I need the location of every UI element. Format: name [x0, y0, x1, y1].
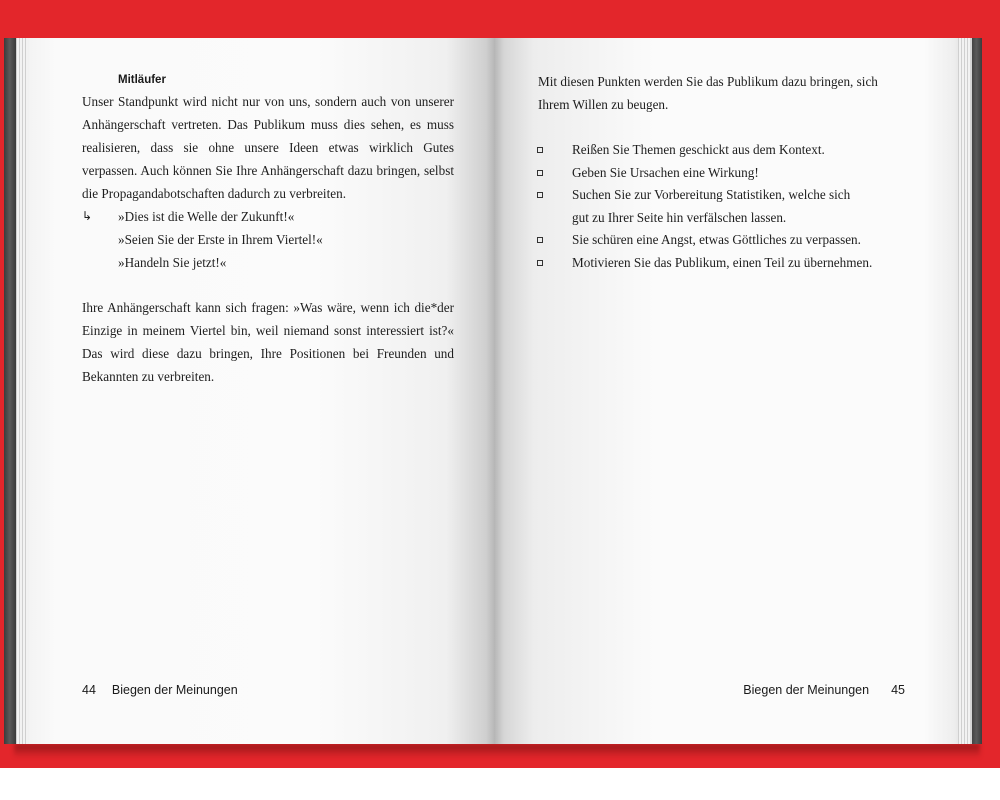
- checkbox-square-icon: [537, 170, 543, 176]
- left-page-footer: [82, 683, 238, 697]
- left-page-edges: [16, 38, 28, 744]
- checkbox-square-icon: [537, 192, 543, 198]
- bullet-item: [536, 162, 916, 185]
- right-paragraph: Mit diesen Punkten werden Sie das Publikum dazu bringen, sich Ihrem Willen zu beugen.: [538, 74, 878, 112]
- checkbox-square-icon: [537, 147, 543, 153]
- page-number: 45: [891, 683, 905, 697]
- right-page-footer: [743, 683, 905, 697]
- bullet-text: Sie schüren eine Angst, etwas Göttliches zu verpassen.: [572, 232, 861, 247]
- book-shadow: [14, 744, 980, 758]
- arrow-icon: ↳: [82, 209, 93, 223]
- bullet-text: Motivieren Sie das Publikum, einen Teil zu übernehmen.: [572, 254, 873, 270]
- running-title: Biegen der Meinungen: [743, 683, 870, 697]
- bullet-item: [536, 139, 916, 162]
- right-page-edges: [958, 38, 970, 744]
- checkbox-square-icon: [537, 260, 543, 266]
- bullet-text: Reißen Sie Themen geschickt aus dem Kontext.: [572, 142, 825, 157]
- bullet-item: [536, 252, 916, 275]
- bullet-text: Suchen Sie zur Vorbereitung Statistiken, welche sich gut zu Ihrer Seite hin verfälschen lassen.: [572, 187, 851, 225]
- running-title: Biegen der Meinungen: [111, 683, 238, 697]
- quote-item: [82, 205, 462, 228]
- section-heading: Mitläufer: [118, 74, 166, 86]
- bullet-text: Geben Sie Ursachen eine Wirkung!: [572, 164, 759, 180]
- quote-text: »Seien Sie der Erste in Ihrem Viertel!«: [118, 232, 323, 247]
- quote-list: [82, 205, 462, 274]
- checkbox-square-icon: [537, 237, 543, 243]
- quote-item: [82, 228, 462, 251]
- left-paragraph-1: Unser Standpunkt wird nicht nur von uns, sondern auch von unserer Anhängerschaft vertreten. Das Publikum muss dies sehen, es muss realisieren, dass sie ohne unsere Ideen etwas wirklich Gutes verpassen. Auch können Sie Ihre Anhängerschaft dazu bringen, selbst die Propagandabotschaften dadurch zu verbreiten.: [82, 94, 454, 201]
- quote-text: »Dies ist die Welle der Zukunft!«: [118, 209, 295, 224]
- quote-text: »Handeln Sie jetzt!«: [118, 255, 227, 270]
- bullet-list: [536, 139, 916, 274]
- bullet-item: [536, 229, 916, 252]
- page-number: 44: [82, 683, 96, 697]
- left-paragraph-2: Ihre Anhängerschaft kann sich fragen: »Was wäre, wenn ich die*der Einzige in meinem Viertel bin, weil niemand sonst interessiert ist?« Das wird diese dazu bringen, Ihre Positionen bei Freunden und Bekannten zu verbreiten.: [82, 300, 454, 384]
- quote-item: [82, 251, 462, 274]
- bullet-item: [536, 184, 916, 229]
